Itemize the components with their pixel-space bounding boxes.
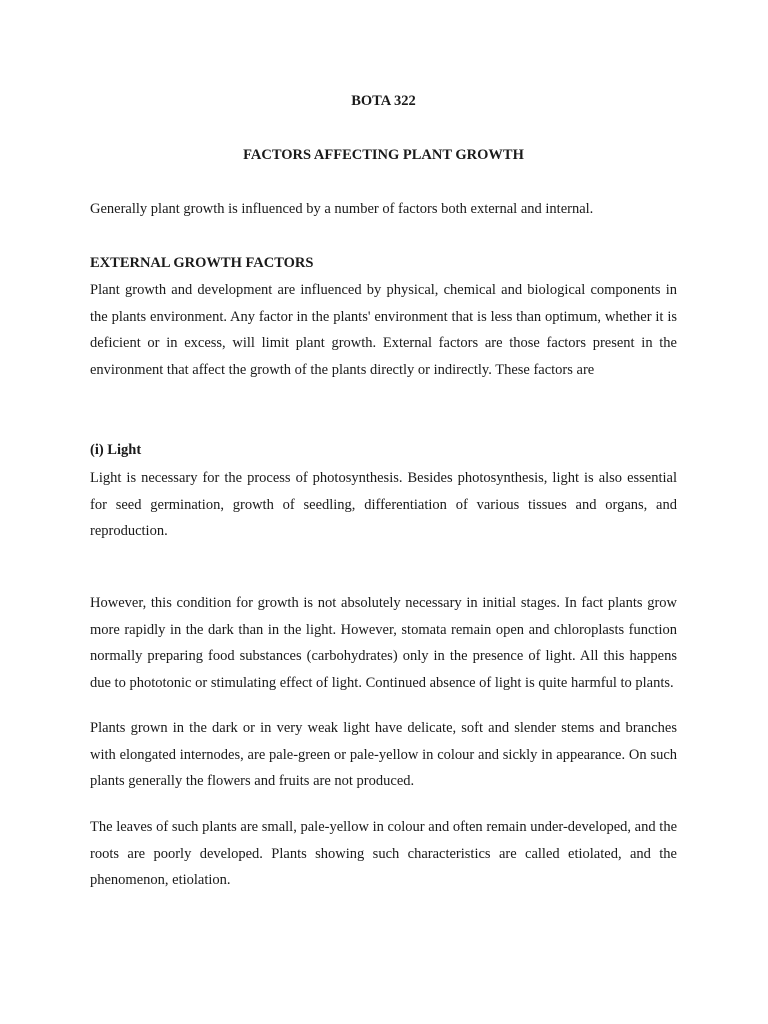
light-paragraph-4: The leaves of such plants are small, pale-yellow in colour and often remain under-developed, and the roots are poorly developed. Plants showing such characteristics are called etiolated, and the phenomenon, etiolation. [90, 819, 677, 889]
light-paragraph-1: Light is necessary for the process of photosynthesis. Besides photosynthesis, light is also essential for seed germination, growth of seedling, differentiation of various tissues and organs, and reproduction. [90, 470, 677, 540]
course-code: BOTA 322 [351, 93, 416, 109]
light-paragraph-2: However, this condition for growth is not absolutely necessary in initial stages. In fact plants grow more rapidly in the dark than in the light. However, stomata remain open and chloroplasts function normally preparing food substances (carbohydrates) only in the presence of light. All this happens due to phototonic or stimulating effect of light. Continued absence of light is quite harmful to plants. [90, 595, 677, 691]
intro-paragraph: Generally plant growth is influenced by a number of factors both external and internal. [90, 201, 594, 217]
document-title: FACTORS AFFECTING PLANT GROWTH [243, 147, 524, 163]
subsection-heading-light: (i) Light [90, 442, 142, 458]
section-heading-external: EXTERNAL GROWTH FACTORS [90, 255, 314, 271]
light-paragraph-3: Plants grown in the dark or in very weak light have delicate, soft and slender stems and branches with elongated internodes, are pale-green or pale-yellow in colour and sickly in appearance. On such plants generally the flowers and fruits are not produced. [90, 720, 677, 790]
external-factors-paragraph: Plant growth and development are influenced by physical, chemical and biological components in the plants environment. Any factor in the plants' environment that is less than optimum, whether it is deficient or in excess, will limit plant growth. External factors are those factors present in the environment that affect the growth of the plants directly or indirectly. These factors are [90, 282, 677, 378]
